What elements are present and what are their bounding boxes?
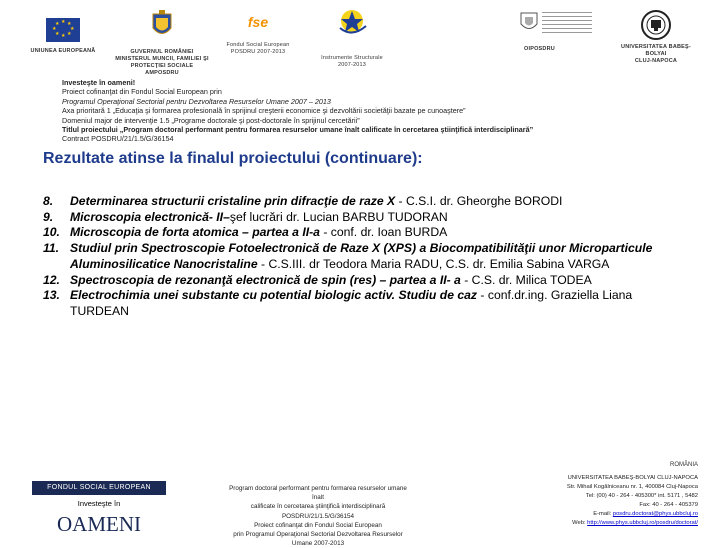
web-label: Web: bbox=[572, 520, 588, 526]
footer-phone: Tel: (00) 40 - 264 - 405300* int. 5171 , 5482 bbox=[585, 493, 698, 499]
web-link[interactable]: http://www.phys.ubbcluj.ro/posdru/doctorat/ bbox=[587, 520, 698, 526]
list-item bbox=[43, 241, 693, 272]
item-author: - conf. dr. Ioan BURDA bbox=[319, 225, 448, 240]
item-author: - C.S.I. dr. Gheorghe BORODI bbox=[395, 194, 563, 208]
gov-caption-3: PROTECŢIEI SOCIALE bbox=[130, 63, 194, 69]
footer-university: UNIVERSITATEA BABEŞ-BOLYAI CLUJ-NAPOCA bbox=[567, 475, 698, 481]
footer bbox=[0, 455, 720, 548]
item-title: Studiul prin Spectroscopie Fotoelectronică de Raze X (XPS) a Biocompatibilităţii unor Microparticule Aluminosilicatice Nanocristaline bbox=[70, 241, 653, 271]
fse-logo bbox=[218, 12, 298, 56]
footer-center-line-4: Proiect cofinanţat din Fondul Social European bbox=[254, 521, 382, 529]
item-number: 11. bbox=[43, 241, 60, 256]
ubb-caption-3: CLUJ-NAPOCA bbox=[634, 58, 678, 64]
item-number: 13. bbox=[43, 288, 60, 303]
email-label: E-mail: bbox=[593, 511, 613, 517]
item-author: - conf.dr.ing. Graziella Liana TURDEAN bbox=[70, 288, 633, 318]
item-number: 9. bbox=[43, 209, 54, 224]
ministry-crest-icon bbox=[520, 10, 538, 34]
header-line-1: Investeşte în oameni! bbox=[62, 78, 136, 87]
item-title: Spectroscopia de rezonanţă electronică de spin (res) – partea a II- a bbox=[70, 272, 461, 287]
ubb-logo bbox=[606, 10, 706, 65]
fse-footer-banner: FONDUL SOCIAL EUROPEAN bbox=[32, 481, 166, 495]
footer-fax: Fax: 40 - 264 - 405379 bbox=[639, 502, 698, 508]
footer-address: Str. Mihail Kogălniceanu nr. 1, 400084 Cluj-Napoca bbox=[566, 484, 698, 490]
item-number: 8. bbox=[43, 194, 54, 208]
instrumente-caption-2: 2007-2013 bbox=[337, 62, 367, 68]
gov-caption-2: MINISTERUL MUNCII, FAMILIEI ŞI bbox=[115, 56, 209, 62]
list-item bbox=[43, 225, 693, 241]
page-title: Rezultate atinse la finalul proiectului (continuare): bbox=[43, 150, 423, 167]
footer-email-row bbox=[498, 510, 698, 519]
oameni-label: OAMENI bbox=[57, 512, 141, 536]
header-line-4: Axa prioritară 1 „Educaţia şi formarea profesională în sprijinul creşterii economice şi dezvoltării societăţii bazate pe cunoaştere” bbox=[62, 106, 466, 116]
header-line-6: Titlul proiectului „Program doctoral performant pentru formarea resurselor umane înalt calificate în cercetarea ştiinţifică interdisciplinară” bbox=[62, 125, 534, 135]
footer-center-line-2: calificate în cercetarea ştiinţifică interdisciplinară bbox=[250, 503, 386, 511]
list-item bbox=[43, 194, 693, 210]
item-number: 12. bbox=[43, 272, 60, 287]
romania-label: ROMÂNIA bbox=[669, 462, 698, 468]
fse-caption-1: Fondul Social European bbox=[226, 42, 290, 48]
eu-logo bbox=[18, 18, 108, 55]
fse-mark: fse bbox=[247, 14, 269, 30]
item-title: Microscopia de forta atomica – partea a II-a bbox=[70, 225, 320, 240]
item-title: Electrochimia unei substante cu potential biologic activ. Studiu de caz bbox=[70, 288, 478, 303]
list-item bbox=[43, 210, 693, 226]
ministry-text-icon bbox=[542, 12, 592, 34]
fse-caption-2: POSDRU 2007-2013 bbox=[230, 49, 286, 55]
university-seal-icon bbox=[641, 10, 671, 40]
structural-funds-star-icon bbox=[334, 8, 370, 38]
gov-caption-4: AMPOSDRU bbox=[145, 70, 179, 76]
header-line-2: Proiect cofinanţat din Fondul Social European prin bbox=[62, 87, 222, 97]
oiposdru-logo bbox=[500, 10, 600, 53]
gov-caption-1: GUVERNUL ROMÂNIEI bbox=[130, 49, 194, 55]
footer-center-line-3: POSDRU/21/1.5/G/36154 bbox=[281, 512, 355, 520]
logo-bar bbox=[0, 8, 720, 78]
list-item bbox=[43, 273, 693, 289]
item-author: - C.S. dr. Milica TODEA bbox=[460, 272, 592, 287]
invest-label: Investeşte în bbox=[77, 499, 121, 508]
footer-contact bbox=[498, 474, 698, 528]
project-header bbox=[62, 78, 533, 144]
item-title: Microscopia electronică- II– bbox=[70, 209, 230, 224]
header-line-7: Contract POSDRU/21/1.5/G/36154 bbox=[62, 134, 174, 144]
item-author: - C.S.III. dr Teodora Maria RADU, C.S. dr. Emilia Sabina VARGA bbox=[257, 256, 610, 271]
ubb-caption-1: UNIVERSITATEA BABEŞ- bbox=[621, 44, 691, 50]
footer-project-info bbox=[228, 484, 408, 548]
ubb-caption-2: BOLYAI bbox=[645, 51, 667, 57]
item-number: 10. bbox=[43, 225, 60, 240]
header-line-5: Domeniul major de intervenţie 1.5 „Programe doctorale şi post-doctorale în sprijinul cercetării” bbox=[62, 115, 360, 125]
instrumente-caption-1: Instrumente Structurale bbox=[321, 55, 383, 61]
footer-center-line-1: Program doctoral performant pentru formarea resurselor umane înalt bbox=[229, 485, 407, 502]
item-title: Determinarea structurii cristaline prin difracţie de raze X bbox=[70, 194, 396, 208]
eu-caption: UNIUNEA EUROPEANĂ bbox=[30, 48, 96, 54]
header-line-3: Programul Operaţional Sectorial pentru Dezvoltarea Resurselor Umane 2007 – 2013 bbox=[62, 96, 331, 106]
romanian-crest-icon bbox=[151, 10, 173, 40]
results-list bbox=[43, 194, 693, 320]
footer-center-line-5: prin Programul Operaţional Sectorial Dezvoltarea Resurselor Umane 2007-2013 bbox=[233, 531, 403, 548]
list-item bbox=[43, 288, 693, 319]
government-logo bbox=[112, 10, 212, 77]
eu-flag-icon: ★ ★ ★ ★ ★ ★ ★ ★ bbox=[46, 18, 80, 42]
instrumente-logo bbox=[312, 8, 392, 69]
oiposdru-caption: OIPOSDRU bbox=[524, 46, 555, 52]
footer-web-row bbox=[498, 519, 698, 528]
item-author: şef lucrări dr. Lucian BARBU TUDORAN bbox=[229, 209, 448, 224]
email-link[interactable]: posdru.doctorat@phys.ubbcluj.ro bbox=[612, 511, 698, 517]
